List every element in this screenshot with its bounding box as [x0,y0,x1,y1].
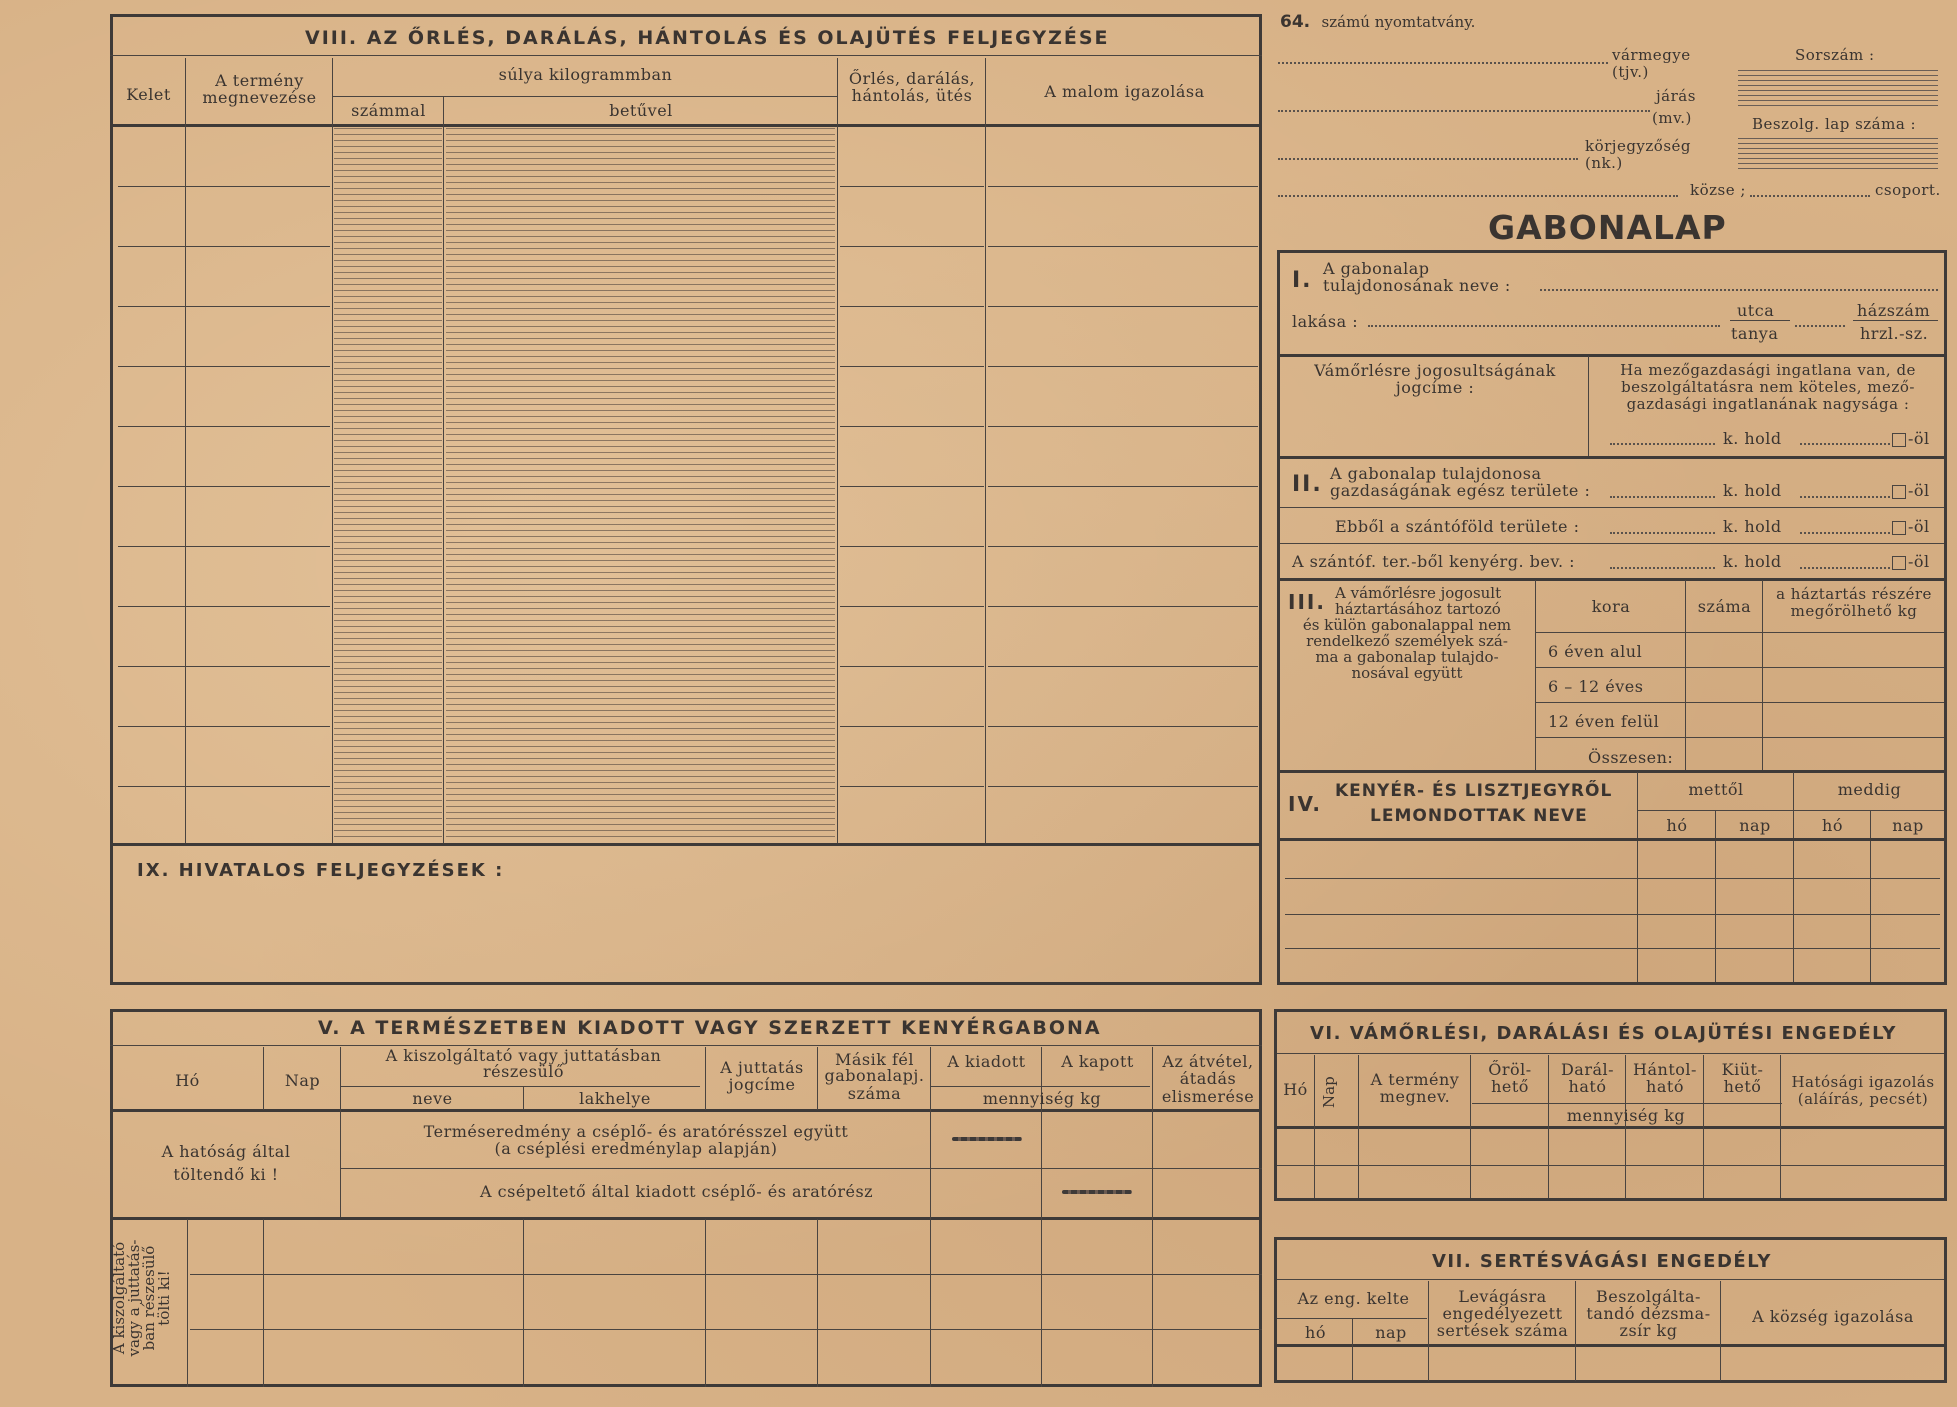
s3-col-kora: kora [1591,597,1631,616]
col-betuvel: betűvel [609,101,673,120]
s2-ol-2 [1892,518,1930,535]
col-sulya: súlya kilogrammban [498,65,673,84]
divider [1277,1344,1944,1347]
square-icon [1892,556,1906,570]
divider [930,1047,931,1387]
sorszam-lines [1738,70,1938,108]
s4-nap-2: nap [1892,816,1924,835]
hatosag-label-2: töltendő ki ! [173,1165,279,1184]
table-row-line [840,666,984,667]
vamorlesre-label-2: jogcíme : [1395,378,1475,397]
lakasa-label: lakása : [1292,312,1359,331]
table-row-line [988,726,1258,727]
table-row-line [840,306,984,307]
kozseg-line [1278,195,1678,197]
divider [263,1219,264,1387]
table-row-line [840,486,984,487]
divider [263,1047,264,1110]
s7-beszolg-3: zsír kg [1619,1321,1678,1340]
hatosag-label-1: A hatóság által [161,1142,291,1161]
lakasa-line [1368,325,1720,327]
s2-line3: A szántóf. ter.-ből kenyérg. bev. : [1292,552,1576,571]
divider [1870,810,1871,982]
owner-label-1: A gabonalap [1323,259,1430,278]
s3-desc [1287,585,1527,681]
divider [1637,810,1944,811]
table-row-line [988,246,1258,247]
s6-termeny-2: megnev. [1379,1087,1451,1106]
col-atvetel-1: Az átvétel, [1162,1052,1254,1071]
mv-label: (mv.) [1652,109,1692,127]
s3-row-3: 12 éven felül [1548,712,1660,731]
ingatlan-hold-line [1610,443,1715,445]
table-row-line [190,546,330,547]
s6-termeny-1: A termény [1370,1070,1460,1089]
s3-desc-4: rendelkező személyek szá- [1306,632,1508,650]
s3-row-1: 6 éven alul [1548,642,1643,661]
table-row-line [988,186,1258,187]
divider [443,96,444,845]
utca-label: utca [1737,301,1775,320]
divider [1280,507,1944,508]
col-ho: Hó [175,1071,200,1090]
divider [1358,1055,1359,1198]
s3-osszesen: Összesen: [1588,748,1674,767]
s2-line2: Ebből a szántóföld területe : [1335,517,1580,536]
vamorlesre-label-1: Vámőrlésre jogosultságának [1314,361,1556,380]
divider [187,1219,188,1387]
s6-kiut-2: hető [1723,1077,1762,1096]
s7-kozseg: A község igazolása [1752,1307,1914,1326]
owner-label-2: tulajdonosának neve : [1323,276,1511,295]
korjegyzoseg-line [1278,158,1578,160]
beszolg-label: Beszolg. lap száma : [1752,115,1917,133]
divider [332,58,333,845]
table-row-line [190,606,330,607]
hrzl-label: hrzl.-sz. [1860,324,1929,343]
s3-desc-2: háztartásához tartozó [1335,600,1501,618]
s3-desc-3: és külön gabonalappal nem [1302,616,1512,634]
divider [523,1219,524,1387]
divider [1575,1281,1576,1381]
form-number-value: 64. [1280,12,1311,32]
divider [1535,580,1536,770]
divider [1588,356,1589,456]
s3-col-haztartas-1: a háztartás részére [1776,585,1932,603]
divider [1780,1055,1781,1198]
page-title: GABONALAP [1488,208,1727,247]
section-5-title: V. A TERMÉSZETBEN KIADOTT VAGY SZERZETT KENYÉRGABONA [318,1017,1102,1039]
table-row-line [988,486,1258,487]
col-juttatas-2: jogcíme [728,1075,796,1094]
s4-title-1: KENYÉR- ÉS LISZTJEGYRŐL [1335,781,1613,801]
ol-text: -öl [1908,552,1930,571]
s4-ho-2: hó [1822,816,1843,835]
section-9-title: IX. HIVATALOS FELJEGYZÉSEK : [137,860,505,881]
s6-hantol-2: ható [1646,1077,1684,1096]
divider [1285,914,1940,915]
s2-ol-3 [1892,553,1930,570]
col-kapott: A kapott [1061,1052,1134,1071]
table-row-line [190,186,330,187]
varmegye-line [1278,62,1608,64]
table-row-line [190,366,330,367]
divider [1535,702,1944,703]
section-4-num: IV. [1288,792,1322,816]
ha-label-1: Ha mezőgazdasági ingatlana van, de [1620,361,1916,379]
divider [1762,580,1763,770]
divider [1720,1281,1721,1381]
table-row-line [988,366,1258,367]
s6-nap: Nap [1320,1076,1338,1108]
s3-row-2: 6 – 12 éves [1548,677,1644,696]
s2-line1-ol [1800,496,1890,498]
divider [340,1047,341,1217]
divider [837,58,838,845]
divider [1277,1053,1944,1054]
s6-orol-2: hető [1491,1077,1529,1096]
divider [1277,1279,1944,1280]
divider [332,96,837,97]
s2-line1-hold [1610,496,1715,498]
s3-col-haztartas-2: megőrölhető kg [1790,602,1918,620]
divider [1625,1055,1626,1198]
s6-kiut-1: Kiüt- [1721,1060,1764,1079]
s3-col-szama: száma [1697,597,1752,616]
table-row-line [840,606,984,607]
divider [110,1217,1262,1220]
table-row-line [840,246,984,247]
table-row-line [988,546,1258,547]
col-atvetel-3: elismerése [1161,1087,1255,1106]
table-row-line [988,666,1258,667]
csoport-line [1750,195,1870,197]
divider [190,1274,1262,1275]
col-kiadott: A kiadott [947,1052,1026,1071]
korjegyzoseg-label: körjegyzőség [1585,137,1692,155]
ingatlan-ol-line [1800,443,1890,445]
form-number [1280,12,1475,32]
table-row-line [190,786,330,787]
divider [1535,737,1944,738]
hazszam-line [1795,325,1845,327]
jaras-label: járás [1656,87,1696,105]
divider [110,1045,1262,1046]
col-kiszolg-2: részesülő [483,1062,564,1081]
ha-label-2: beszolgáltatásra nem köteles, mező- [1621,378,1915,396]
ol-text: -öl [1908,429,1930,448]
s7-nap: nap [1375,1323,1407,1342]
divider [1152,1047,1153,1387]
col-masik-3: száma [847,1084,902,1103]
col-nap: Nap [284,1071,321,1090]
s7-levag-2: engedélyezett [1442,1304,1563,1323]
jaras-line [1278,110,1650,112]
s2-ol-1 [1892,482,1930,499]
divider [1793,772,1794,982]
varmegye-label: vármegye [1612,46,1691,64]
divider [340,1168,1262,1169]
divider [1470,1055,1471,1198]
s4-nap-1: nap [1739,816,1771,835]
col-juttatas-1: A juttatás [720,1058,804,1077]
col-szammal: számmal [351,101,426,120]
s4-meddig: meddig [1837,780,1902,799]
termes-label-1: Terméseredmény a cséplő- és aratórésszel együtt [423,1122,849,1141]
table-row-line [190,426,330,427]
table-row-line [840,186,984,187]
s3-desc-1: A vámőrlésre jogosult [1335,584,1502,602]
col-kiszolg-1: A kiszolgáltató vagy juttatásban [385,1046,662,1065]
nk-label: (nk.) [1585,154,1623,172]
hatched-area [446,128,835,840]
divider [1428,1281,1429,1381]
divider [930,1086,1150,1087]
hatched-area [334,128,442,840]
k-hold-label: k. hold [1723,429,1782,448]
col-termeny-2: megnevezése [202,88,317,107]
col-malom: A malom igazolása [1044,82,1205,101]
tanya-label: tanya [1731,324,1779,343]
table-row-line [988,426,1258,427]
divider [1853,320,1938,321]
divider [1314,1055,1315,1198]
divider [1285,948,1940,949]
table-row-line [988,786,1258,787]
table-row-line [840,366,984,367]
csoport-label: csoport. [1875,181,1941,199]
divider [1715,810,1716,982]
s4-mettol: mettől [1688,780,1744,799]
owner-name-line [1540,289,1938,291]
table-row-line [988,306,1258,307]
ol-text: -öl [1908,481,1930,500]
divider [1277,1165,1944,1166]
divider [817,1219,818,1387]
s2-line3-hold [1610,567,1715,569]
csepelteto-label: A csépeltető által kiadott cséplő- és aratórész [480,1182,874,1201]
beszolg-lines [1738,138,1938,170]
hazszam-label: házszám [1857,301,1931,320]
s2-khold-1: k. hold [1723,481,1782,500]
s2-khold-2: k. hold [1723,517,1782,536]
divider [1548,1055,1549,1198]
section-6-title: VI. VÁMŐRLÉSI, DARÁLÁSI ÉS OLAJÜTÉSI ENGEDÉLY [1310,1023,1897,1044]
s6-ho: Hó [1283,1080,1308,1099]
divider [985,58,986,845]
strike-mark [1062,1190,1132,1194]
ol-text: -öl [1908,517,1930,536]
s7-levag-1: Levágásra [1458,1287,1547,1306]
col-termeny-1: A termény [215,71,304,90]
section-9-box [110,843,1262,985]
divider [1285,878,1940,879]
section-2-num: II. [1292,472,1323,497]
table-row-line [840,726,984,727]
divider [1280,354,1944,357]
s2-line1-a: A gabonalap tulajdonosa [1330,464,1542,483]
side-label-1: A kiszolgáltató [110,1241,128,1355]
sorszam-label: Sorszám : [1795,46,1875,64]
divider [110,1109,1262,1112]
divider [1280,543,1944,544]
s3-desc-5: ma a gabonalap tulajdo- [1315,648,1499,666]
divider [1637,772,1638,982]
section-8-title: VIII. AZ ŐRLÉS, DARÁLÁS, HÁNTOLÁS ÉS OLAJÜTÉS FELJEGYZÉSE [305,27,1110,49]
col-orles-1: Őrlés, darálás, [848,69,976,88]
kozse-label: közse ; [1690,181,1746,199]
divider [1535,667,1944,668]
divider [1280,838,1944,841]
s6-orol-1: Őröl- [1488,1060,1532,1079]
table-row-line [190,246,330,247]
col-masik-2: gabonalapj. [824,1066,925,1085]
s2-khold-3: k. hold [1723,552,1782,571]
divider [1352,1318,1353,1380]
square-icon [1892,485,1906,499]
divider [1730,320,1790,321]
divider [1280,456,1944,459]
tjv-label: (tjv.) [1612,63,1649,81]
s2-line1-b: gazdaságának egész területe : [1330,481,1591,500]
ha-label-3: gazdasági ingatlanának nagysága : [1626,395,1910,413]
form-number-text: számú nyomtatvány. [1321,13,1476,31]
col-orles-2: hántolás, ütés [851,86,973,105]
table-row-line [190,666,330,667]
s7-levag-3: sertések száma [1436,1321,1569,1340]
table-row-line [190,726,330,727]
divider [705,1047,706,1110]
side-label [112,1218,182,1378]
s6-daral-2: ható [1568,1077,1607,1096]
ol-label [1892,430,1930,447]
table-row-line [840,426,984,427]
divider [523,1086,524,1110]
s2-line3-ol [1800,567,1890,569]
divider [1280,578,1944,581]
table-row-line [190,306,330,307]
divider [340,1086,700,1087]
section-3-num: III. [1288,590,1326,614]
s7-kelte: Az eng. kelte [1297,1289,1410,1308]
s2-line2-hold [1610,532,1715,534]
table-row-line [840,546,984,547]
divider [1535,632,1944,633]
s2-line2-ol [1800,532,1890,534]
square-icon [1892,521,1906,535]
col-atvetel-2: átadás [1179,1069,1237,1088]
s4-ho-1: hó [1666,816,1688,835]
divider [817,1047,818,1110]
divider [110,124,1262,127]
s7-beszolg-1: Beszolgálta- [1596,1287,1701,1306]
table-row-line [988,606,1258,607]
col-kelet: Kelet [126,85,171,104]
section-7-title: VII. SERTÉSVÁGÁSI ENGEDÉLY [1432,1251,1772,1272]
square-icon [1892,433,1906,447]
s3-desc-6: nosával együtt [1351,664,1463,682]
s6-mennyiseg: mennyiség kg [1566,1106,1686,1125]
table-row-line [190,486,330,487]
divider [1703,1055,1704,1198]
divider [1472,1103,1782,1104]
strike-mark [952,1137,1022,1141]
side-label-4: tölti ki! [155,1270,173,1326]
col-neve: neve [412,1089,453,1108]
divider [1685,580,1686,770]
s6-hantol-1: Hántol- [1633,1060,1697,1079]
s6-daral-1: Darál- [1560,1060,1615,1079]
side-label-3: ban részesülő [140,1245,158,1351]
divider [190,1329,1262,1330]
divider [1280,770,1944,773]
divider [110,55,1262,56]
s4-title-2: LEMONDOTTAK NEVE [1370,806,1588,826]
side-label-2: vagy a juttatás- [125,1239,143,1357]
divider [705,1219,706,1387]
divider [1277,1126,1944,1129]
s6-hatosagi-1: Hatósági igazolás [1791,1073,1935,1091]
col-masik-1: Másik fél [834,1050,915,1069]
section-1-num: I. [1292,268,1313,293]
s7-beszolg-2: tandó dézsma- [1586,1304,1711,1323]
termes-label-2: (a cséplési eredménylap alapján) [494,1139,778,1158]
table-row-line [840,786,984,787]
col-mennyiseg: mennyiség kg [982,1089,1102,1108]
col-lakhelye: lakhelye [579,1089,651,1108]
s7-ho: hó [1305,1323,1326,1342]
s6-hatosagi-2: (aláírás, pecsét) [1797,1090,1929,1108]
